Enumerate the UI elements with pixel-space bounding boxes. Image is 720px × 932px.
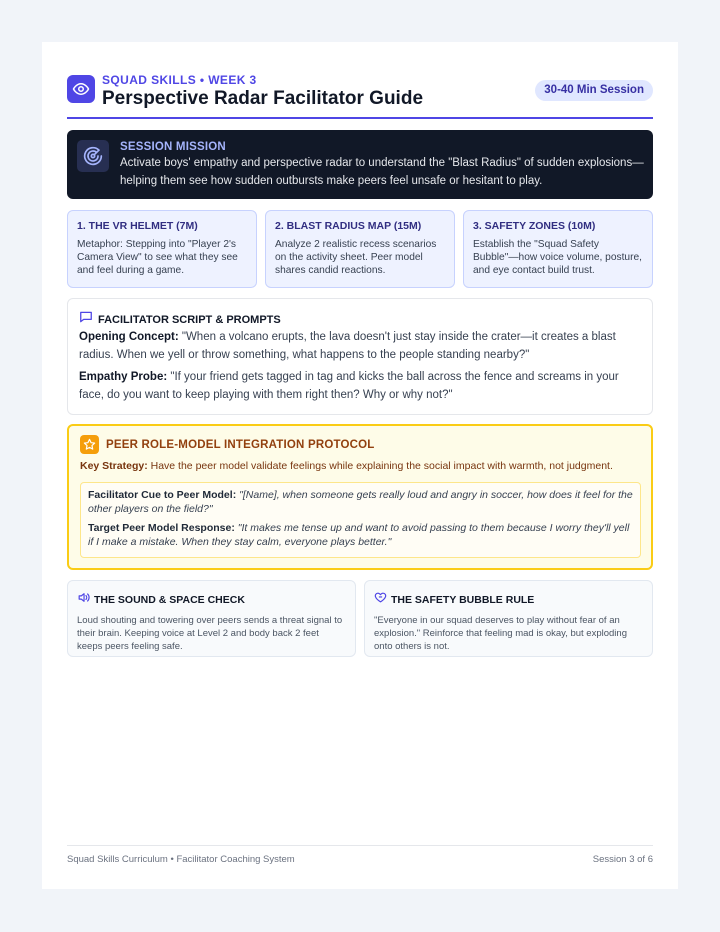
probe-label: Empathy Probe: <box>79 371 168 383</box>
week-kicker: SQUAD SKILLS • WEEK 3 <box>102 73 257 87</box>
response-text: "It makes me tense up and want to avoid passing to them because I worry they'll yell if I make a mistake. When they stay calm, everyone plays better." <box>88 522 630 548</box>
card-header <box>374 591 643 609</box>
session-mission-panel <box>67 130 653 199</box>
opening-text: "When a volcano erupts, the lava doesn't just stay inside the crater—it creates a blast radius. When we yell or throw something, what happens to the people standing nearby?" <box>79 331 616 361</box>
key-strategy <box>80 460 613 472</box>
opening-concept <box>79 329 644 364</box>
probe-text: "If your friend gets tagged in tag and kicks the ball across the fence and screams in your face, do you want to keep playing with them right then? Why or why not?" <box>79 371 619 401</box>
target-response <box>88 521 633 549</box>
safety-bubble-rule-card <box>364 580 653 657</box>
facilitator-cue <box>88 488 633 516</box>
page-content <box>67 72 653 652</box>
page-footer <box>67 845 653 865</box>
activity-cards <box>67 210 653 288</box>
empathy-probe <box>79 369 644 404</box>
page-header <box>67 72 653 119</box>
eye-icon <box>67 75 95 103</box>
opening-label: Opening Concept: <box>79 331 179 343</box>
sound-space-check-card <box>67 580 356 657</box>
card-text: "Everyone in our squad deserves to play without fear of an explosion." Reinforce that feeling mad is okay, but exploding onto others is not. <box>374 615 627 652</box>
strategy-label: Key Strategy: <box>80 460 148 472</box>
cue-text: "[Name], when someone gets really loud and angry in soccer, how does it feel for the other players on the field?" <box>88 489 633 515</box>
activity-card-vr-helmet <box>67 210 257 288</box>
chat-bubble-icon <box>79 310 93 329</box>
card-text: Analyze 2 realistic recess scenarios on the activity sheet. Peer model shares candid reactions. <box>275 239 437 276</box>
script-title: FACILITATOR SCRIPT & PROMPTS <box>98 313 281 326</box>
activity-card-safety-zones <box>463 210 653 288</box>
session-length-badge: 30-40 Min Session <box>535 80 653 101</box>
speaker-icon <box>77 591 90 609</box>
card-title: 2. BLAST RADIUS MAP (15M) <box>275 220 422 232</box>
card-title: 1. THE VR HELMET (7M) <box>77 220 198 232</box>
card-title: 3. SAFETY ZONES (10M) <box>473 220 596 232</box>
footer-curriculum: Squad Skills Curriculum • Facilitator Coaching System <box>67 854 295 865</box>
peer-protocol-panel <box>67 424 653 570</box>
peer-dialogue-box <box>80 482 641 558</box>
star-icon <box>80 435 99 454</box>
facilitator-script-panel <box>67 298 653 415</box>
card-text: Establish the "Squad Safety Bubble"—how voice volume, posture, and eye contact build trust. <box>473 239 642 276</box>
card-text: Loud shouting and towering over peers sends a threat signal to their brain. Keeping voice at Level 2 and body back 2 feet keeps peers feeling safe. <box>77 615 343 652</box>
card-title: THE SOUND & SPACE CHECK <box>94 594 245 606</box>
mission-text: Activate boys' empathy and perspective radar to understand the "Blast Radius" of sudden explosions—helping them see how sudden outbursts make peers feel unsafe or hesitant to play. <box>120 157 644 187</box>
peer-protocol-title: PEER ROLE-MODEL INTEGRATION PROTOCOL <box>106 439 375 451</box>
strategy-text: Have the peer model validate feelings while explaining the social impact with warmth, not judgment. <box>150 460 613 472</box>
activity-card-blast-radius <box>265 210 455 288</box>
document-page <box>42 42 678 889</box>
page-title: Perspective Radar Facilitator Guide <box>102 88 424 109</box>
footer-session-count: Session 3 of 6 <box>592 854 653 865</box>
response-label: Target Peer Model Response: <box>88 522 235 534</box>
script-header <box>79 310 281 329</box>
radar-icon <box>77 140 109 172</box>
mission-title: SESSION MISSION <box>120 141 226 153</box>
heart-icon <box>374 591 387 609</box>
card-header <box>77 591 346 609</box>
cue-label: Facilitator Cue to Peer Model: <box>88 489 237 501</box>
card-title: THE SAFETY BUBBLE RULE <box>391 594 535 606</box>
card-text: Metaphor: Stepping into "Player 2's Camera View" to see what they see and feel during a game. <box>77 239 238 276</box>
